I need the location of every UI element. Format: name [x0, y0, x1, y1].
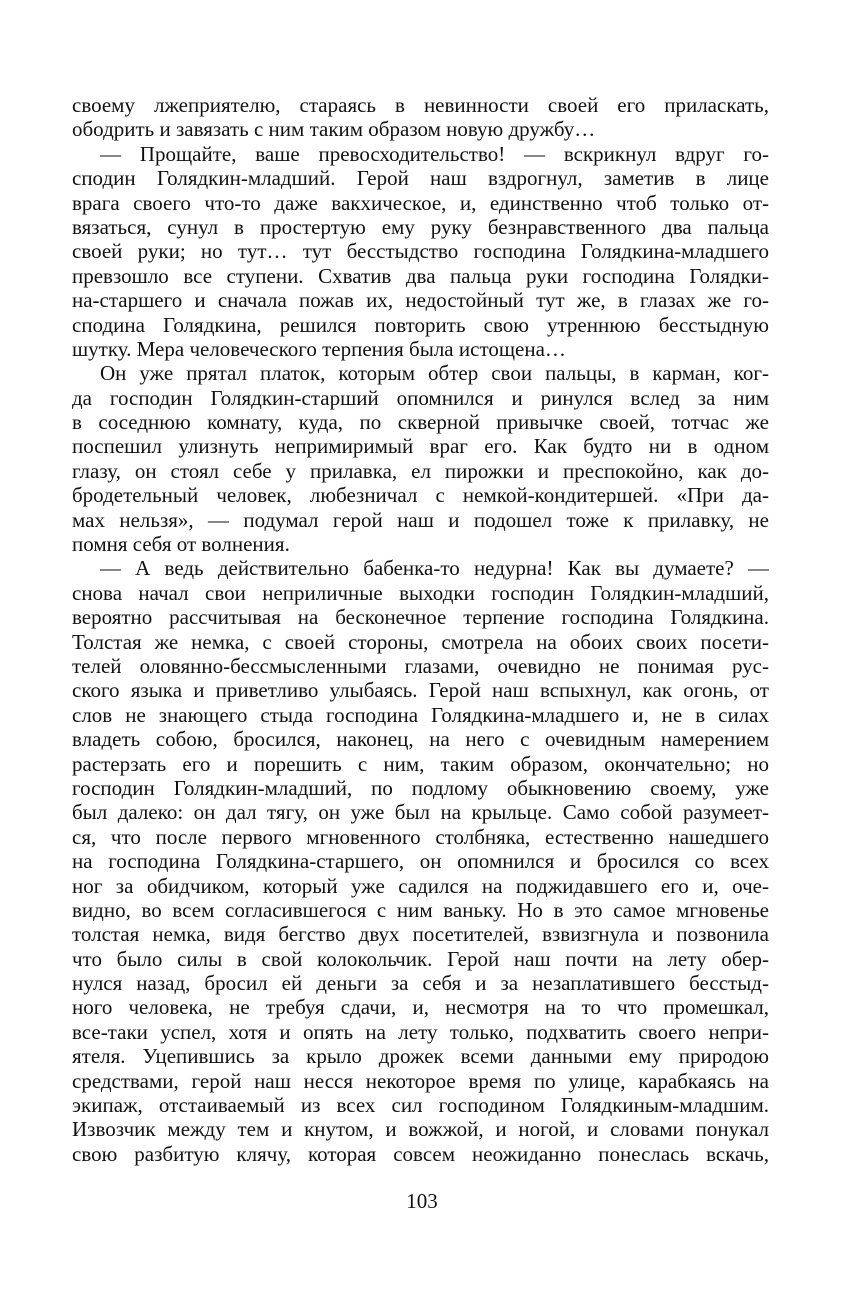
text-line: средствами, герой наш несся некоторое время по улице, карабкаясь на: [72, 1068, 769, 1093]
text-line: ского языка и приветливо улыбаясь. Герой наш вспыхнул, как огонь, от: [72, 678, 769, 703]
text-line: телей оловянно-бессмысленными глазами, очевидно не понимая рус-: [72, 653, 769, 678]
text-line: снова начал свои неприличные выходки господин Голядкин-младший,: [72, 580, 769, 605]
text-line: слов не знающего стыда господина Голядкина-младшего и, не в силах: [72, 702, 769, 727]
text-line: поспешил улизнуть непримиримый враг его. Как будто ни в одном: [72, 434, 769, 459]
text-line: ятеля. Уцепившись за крыло дрожек всеми данными ему природою: [72, 1044, 769, 1069]
text-line: бродетельный человек, любезничал с немкой-кондитершей. «При да-: [72, 483, 769, 508]
text-line: Извозчик между тем и кнутом, и вожжой, и ногой, и словами понукал: [72, 1117, 769, 1142]
text-line: да господин Голядкин-старший опомнился и ринулся вслед за ним: [72, 385, 769, 410]
text-line: экипаж, отстаиваемый из всех сил господином Голядкиным-младшим.: [72, 1093, 769, 1118]
text-line: сподин Голядкин-младший. Герой наш вздрогнул, заметив в лице: [72, 166, 769, 191]
text-line: — Прощайте, ваше превосходительство! — вскрикнул вдруг го-: [100, 141, 769, 166]
text-line: глазу, он стоял себе у прилавка, ел пирожки и преспокойно, как до-: [72, 458, 769, 483]
text-line: врага своего что-то даже вакхическое, и, единственно чтоб только от-: [72, 190, 769, 215]
text-line: в соседнюю комнату, куда, по скверной привычке своей, тотчас же: [72, 410, 769, 435]
text-line: своему лжеприятелю, стараясь в невинности своей его приласкать,: [72, 93, 769, 117]
text-line: вязаться, сунул в простертую ему руку безнравственного два пальца: [72, 214, 769, 239]
text-line: своей руки; но тут… тут бесстыдство господина Голядкина-младшего: [72, 239, 769, 264]
text-line: — А ведь действительно бабенка-то недурна! Как вы думаете? —: [100, 556, 769, 581]
paragraph: [72, 361, 769, 556]
text-line: сподина Голядкина, решился повторить свою утреннюю бесстыдную: [72, 312, 769, 337]
text-line: Он уже прятал платок, которым обтер свои пальцы, в карман, ког-: [100, 361, 769, 386]
text-line: вероятно рассчитывая на бесконечное терпение господина Голядкина.: [72, 605, 769, 630]
text-line: помня себя от волнения.: [72, 532, 290, 557]
text-line: превзошло все ступени. Схватив два пальца руки господина Голядки-: [72, 263, 769, 288]
page-number: 103: [406, 1189, 438, 1213]
text-line: нулся назад, бросил ей деньги за себя и за незаплатившего бесстыд-: [72, 971, 769, 996]
text-line: мах нельзя», — подумал герой наш и подошел тоже к прилавку, не: [72, 507, 769, 532]
text-line: был далеко: он дал тягу, он уже был на крыльце. Само собой разумеет-: [72, 800, 769, 825]
text-line: растерзать его и порешить с ним, таким образом, окончательно; но: [72, 751, 769, 776]
text-line: ног за обидчиком, который уже садился на поджидавшего его и, оче-: [72, 873, 769, 898]
paragraph: [72, 93, 769, 142]
paragraph: [72, 556, 769, 1166]
paragraph: [72, 142, 769, 362]
text-line: ного человека, не требуя сдачи, и, несмотря на то что промешкал,: [72, 995, 769, 1020]
text-line: владеть собою, бросился, наконец, на него с очевидным намерением: [72, 727, 769, 752]
text-line: на господина Голядкина-старшего, он опомнился и бросился со всех: [72, 849, 769, 874]
text-line: господин Голядкин-младший, по подлому обыкновению своему, уже: [72, 775, 769, 800]
text-line: видно, во всем согласившегося с ним ваньку. Но в это самое мгновенье: [72, 897, 769, 922]
page-body: [72, 93, 769, 1166]
text-line: на-старшего и сначала пожав их, недостойный тут же, в глазах же го-: [72, 288, 769, 313]
text-line: ся, что после первого мгновенного столбняка, естественно нашедшего: [72, 824, 769, 849]
text-line: шутку. Мера человеческого терпения была истощена…: [72, 336, 566, 361]
text-line: толстая немка, видя бегство двух посетителей, взвизгнула и позвонила: [72, 922, 769, 947]
text-line: свою разбитую клячу, которая совсем неожиданно понеслась вскачь,: [72, 1141, 769, 1166]
text-line: Толстая же немка, с своей стороны, смотрела на обоих своих посети-: [72, 629, 769, 654]
text-line: что было силы в свой колокольчик. Герой наш почти на лету обер-: [72, 946, 769, 971]
text-line: ободрить и завязать с ним таким образом новую дружбу…: [72, 117, 596, 142]
text-line: все-таки успел, хотя и опять на лету только, подхватить своего непри-: [72, 1019, 769, 1044]
